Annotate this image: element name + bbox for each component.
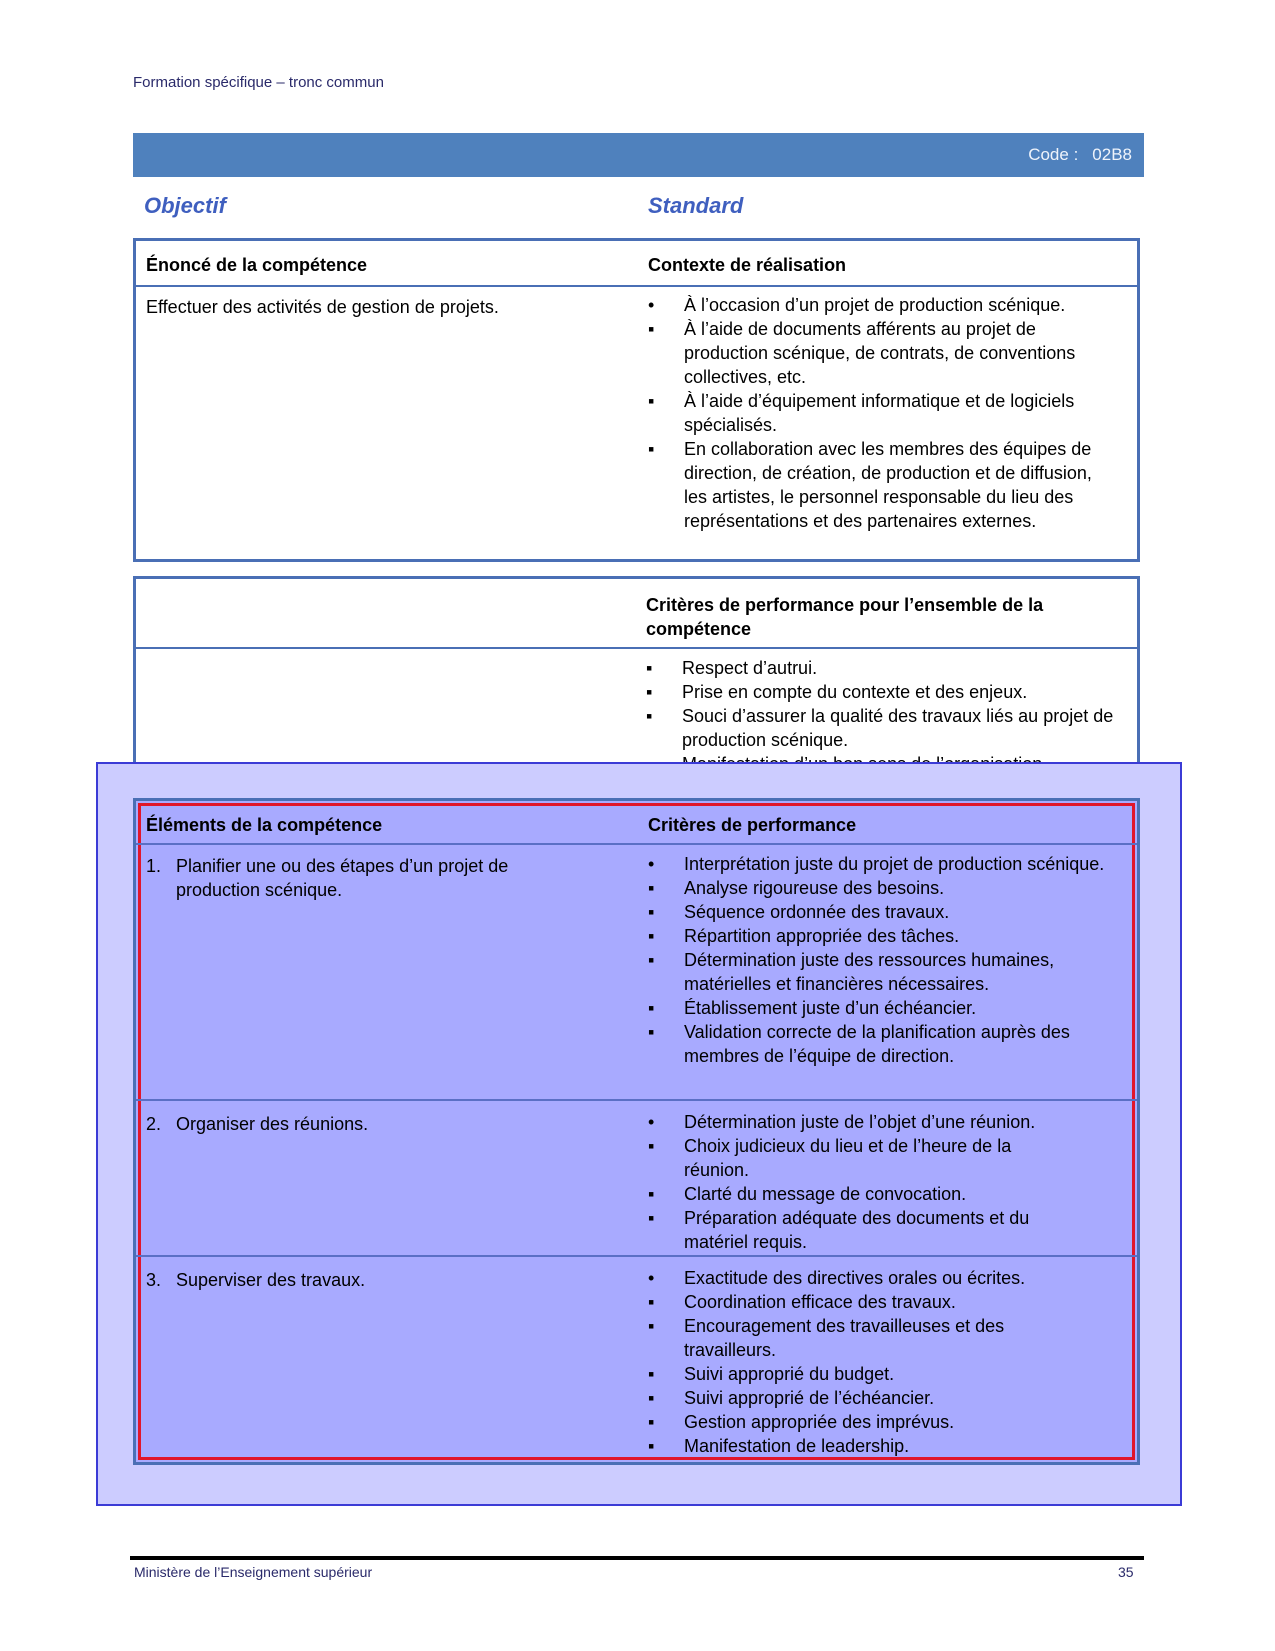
list-item: ▪ Analyse rigoureuse des besoins. <box>648 876 1108 900</box>
element-1-criteria <box>648 852 1108 1068</box>
elements-header-divider <box>136 843 1137 845</box>
list-item: ▪ Prise en compte du contexte et des enjeux. <box>646 680 1116 704</box>
list-item: ▪ En collaboration avec les membres des équipes de direction, de création, de production et de diffusion, les artistes, le personnel responsable du lieu des représentations et des partenaires externes. <box>648 437 1118 533</box>
list-item: ▪ Encouragement des travailleuses et des travailleurs. <box>648 1314 1068 1362</box>
element-row-divider <box>136 1255 1137 1257</box>
list-item: ▪ Établissement juste d’un échéancier. <box>648 996 1108 1020</box>
list-item: ▪ Répartition appropriée des tâches. <box>648 924 1108 948</box>
element-row-divider <box>136 1099 1137 1101</box>
element-number: 2. <box>146 1114 162 1134</box>
list-item: ▪ À l’aide de documents afférents au projet de production scénique, de contrats, de conventions collectives, etc. <box>648 317 1118 389</box>
list-item: ▪ Séquence ordonnée des travaux. <box>648 900 1108 924</box>
list-item: ▪ Clarté du message de convocation. <box>648 1182 1068 1206</box>
element-text: Organiser des réunions. <box>176 1114 369 1134</box>
element-1 <box>146 854 566 902</box>
competence-statement-header: Énoncé de la compétence <box>146 255 368 275</box>
list-item: • Détermination juste de l’objet d’une réunion. <box>648 1110 1068 1134</box>
list-item: • Exactitude des directives orales ou écrites. <box>648 1266 1068 1290</box>
element-text: Planifier une ou des étapes d’un projet de production scénique. <box>176 856 509 900</box>
footer-ministry: Ministère de l’Enseignement supérieur <box>134 1564 373 1580</box>
list-item: ▪ Coordination efficace des travaux. <box>648 1290 1068 1314</box>
overall-criteria-box <box>133 576 1140 776</box>
context-header: Contexte de réalisation <box>648 255 847 275</box>
standard-heading: Standard <box>648 193 744 218</box>
list-item: • Interprétation juste du projet de production scénique. <box>648 852 1108 876</box>
list-item: ▪ À l’aide d’équipement informatique et de logiciels spécialisés. <box>648 389 1118 437</box>
list-item: ▪ Respect d’autrui. <box>646 656 1116 680</box>
element-3-criteria <box>648 1266 1068 1458</box>
element-number: 3. <box>146 1270 162 1290</box>
list-item: ▪ Suivi approprié du budget. <box>648 1362 1068 1386</box>
list-item: • À l’occasion d’un projet de production scénique. <box>648 293 1118 317</box>
code-band <box>133 133 1144 177</box>
elements-header: Éléments de la compétence <box>146 815 383 835</box>
competence-statement: Effectuer des activités de gestion de projets. <box>146 297 499 317</box>
code-value: 02B8 <box>1092 145 1132 164</box>
page-number: 35 <box>1118 1564 1134 1580</box>
elements-box <box>133 798 1140 1465</box>
element-text: Superviser des travaux. <box>176 1270 366 1290</box>
code-label: Code : <box>1028 145 1079 164</box>
element-2-criteria <box>648 1110 1068 1254</box>
running-header: Formation spécifique – tronc commun <box>133 74 384 91</box>
list-item: ▪ Gestion appropriée des imprévus. <box>648 1410 1068 1434</box>
list-item: ▪ Suivi approprié de l’échéancier. <box>648 1386 1068 1410</box>
program-code <box>1028 145 1132 165</box>
list-item: ▪ Préparation adéquate des documents et du matériel requis. <box>648 1206 1068 1254</box>
context-list <box>648 293 1118 533</box>
performance-criteria-header: Critères de performance <box>648 815 857 835</box>
footer-rule <box>130 1556 1144 1560</box>
element-3 <box>146 1268 566 1292</box>
list-item: ▪ Manifestation de leadership. <box>648 1434 1068 1458</box>
list-item: ▪ Détermination juste des ressources humaines, matérielles et financières nécessaires. <box>648 948 1108 996</box>
list-item: ▪ Souci d’assurer la qualité des travaux liés au projet de production scénique. <box>646 704 1116 752</box>
overall-criteria-header: Critères de performance pour l’ensemble de la compétence <box>646 595 1044 639</box>
element-2 <box>146 1112 566 1136</box>
objectif-heading: Objectif <box>144 193 226 218</box>
element-number: 1. <box>146 856 162 876</box>
list-item: ▪ Choix judicieux du lieu et de l’heure de la réunion. <box>648 1134 1068 1182</box>
competence-box <box>133 238 1140 562</box>
overall-criteria-list <box>646 656 1116 776</box>
list-item: ▪ Validation correcte de la planification auprès des membres de l’équipe de direction. <box>648 1020 1108 1068</box>
